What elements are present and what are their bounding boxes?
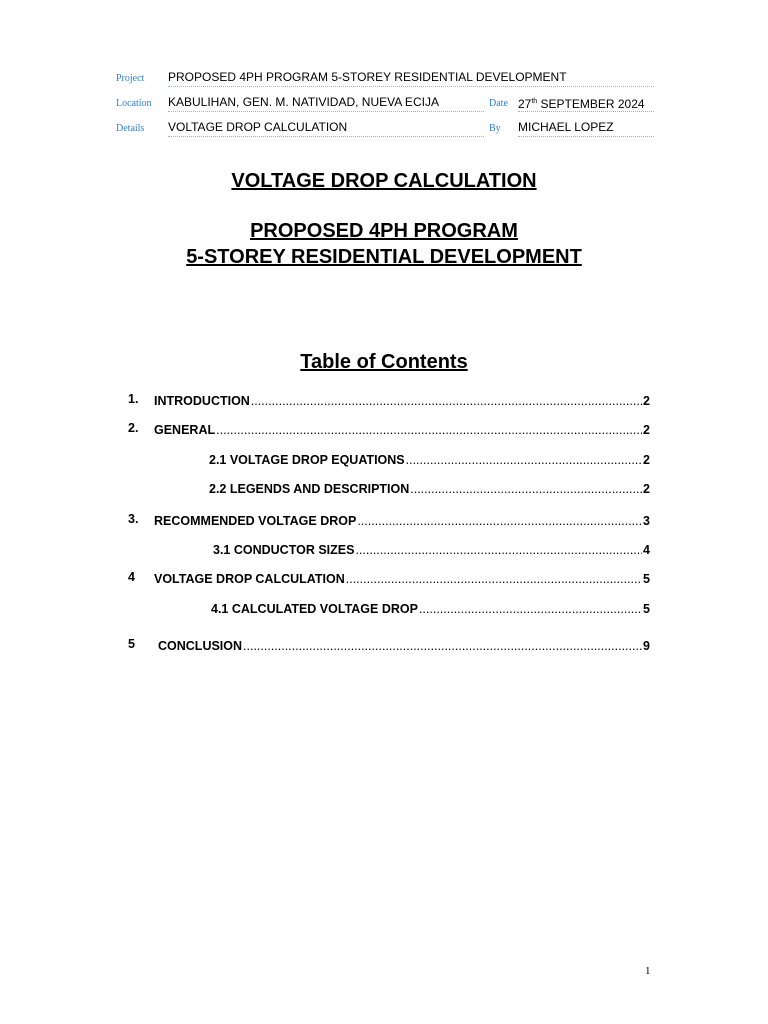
- toc-entry[interactable]: [154, 392, 650, 408]
- header-details-row: [116, 120, 654, 138]
- toc-entry-page: 2: [643, 482, 650, 496]
- header-project-row: [116, 70, 654, 88]
- toc-entry-text: GENERAL: [154, 423, 216, 437]
- toc-entry[interactable]: [213, 541, 650, 557]
- toc-leader-dots: [410, 482, 642, 496]
- toc-entry-text: CONCLUSION: [158, 639, 243, 653]
- toc-entry[interactable]: [209, 480, 650, 496]
- toc-leader-dots: [243, 639, 642, 653]
- main-title: VOLTAGE DROP CALCULATION: [231, 170, 537, 192]
- toc-entry[interactable]: [154, 421, 650, 437]
- toc-title: Table of Contents: [300, 351, 468, 373]
- date-label: Date: [489, 98, 508, 109]
- toc-leader-dots: [346, 572, 642, 586]
- toc-leader-dots: [419, 602, 642, 616]
- project-label: Project: [116, 73, 145, 84]
- toc-entry-text: 3.1 CONDUCTOR SIZES: [213, 543, 355, 557]
- location-value: KABULIHAN, GEN. M. NATIVIDAD, NUEVA ECIJA: [168, 95, 484, 112]
- toc-leader-dots: [251, 394, 642, 408]
- toc-number: 3.: [128, 512, 139, 526]
- toc-entry[interactable]: [154, 512, 650, 528]
- toc-entry-page: 2: [643, 453, 650, 467]
- page-number: 1: [645, 965, 651, 977]
- date-day: 27: [518, 97, 532, 111]
- toc-entry-page: 5: [643, 572, 650, 586]
- toc-entry-page: 9: [643, 639, 650, 653]
- toc-entry-page: 5: [643, 602, 650, 616]
- toc-leader-dots: [357, 514, 642, 528]
- header-location-row: [116, 95, 654, 113]
- toc-number: 1.: [128, 392, 139, 406]
- toc-entry-page: 3: [643, 514, 650, 528]
- toc-entry[interactable]: [158, 637, 650, 653]
- toc-entry-text: 2.1 VOLTAGE DROP EQUATIONS: [209, 453, 405, 467]
- location-label: Location: [116, 98, 152, 109]
- subtitle-line-1: PROPOSED 4PH PROGRAM: [250, 220, 518, 242]
- toc-entry-text: VOLTAGE DROP CALCULATION: [154, 572, 345, 586]
- date-rest: SEPTEMBER 2024: [537, 97, 645, 111]
- details-label: Details: [116, 123, 145, 134]
- toc-entry-page: 4: [643, 543, 650, 557]
- toc-entry-text: 2.2 LEGENDS AND DESCRIPTION: [209, 482, 410, 496]
- toc-number: 5: [128, 637, 135, 651]
- toc-entry[interactable]: [209, 451, 650, 467]
- toc-entry-text: RECOMMENDED VOLTAGE DROP: [154, 514, 357, 528]
- toc-leader-dots: [406, 453, 642, 467]
- toc-entry[interactable]: [154, 570, 650, 586]
- toc-entry-page: 2: [643, 394, 650, 408]
- toc-entry-text: 4.1 CALCULATED VOLTAGE DROP: [211, 602, 418, 616]
- date-suffix: th: [531, 98, 538, 105]
- toc-number: 4: [128, 570, 135, 584]
- details-value: VOLTAGE DROP CALCULATION: [168, 120, 484, 137]
- toc-leader-dots: [355, 543, 642, 557]
- date-value: [518, 95, 654, 112]
- subtitle-line-2: 5-STOREY RESIDENTIAL DEVELOPMENT: [186, 246, 582, 268]
- toc-leader-dots: [216, 423, 642, 437]
- by-value: MICHAEL LOPEZ: [518, 120, 654, 137]
- project-value: PROPOSED 4PH PROGRAM 5-STOREY RESIDENTIAL DEVELOPMENT: [168, 70, 654, 87]
- toc-entry-page: 2: [643, 423, 650, 437]
- toc-entry[interactable]: [211, 600, 650, 616]
- toc-entry-text: INTRODUCTION: [154, 394, 250, 408]
- toc-number: 2.: [128, 421, 139, 435]
- by-label: By: [489, 123, 501, 134]
